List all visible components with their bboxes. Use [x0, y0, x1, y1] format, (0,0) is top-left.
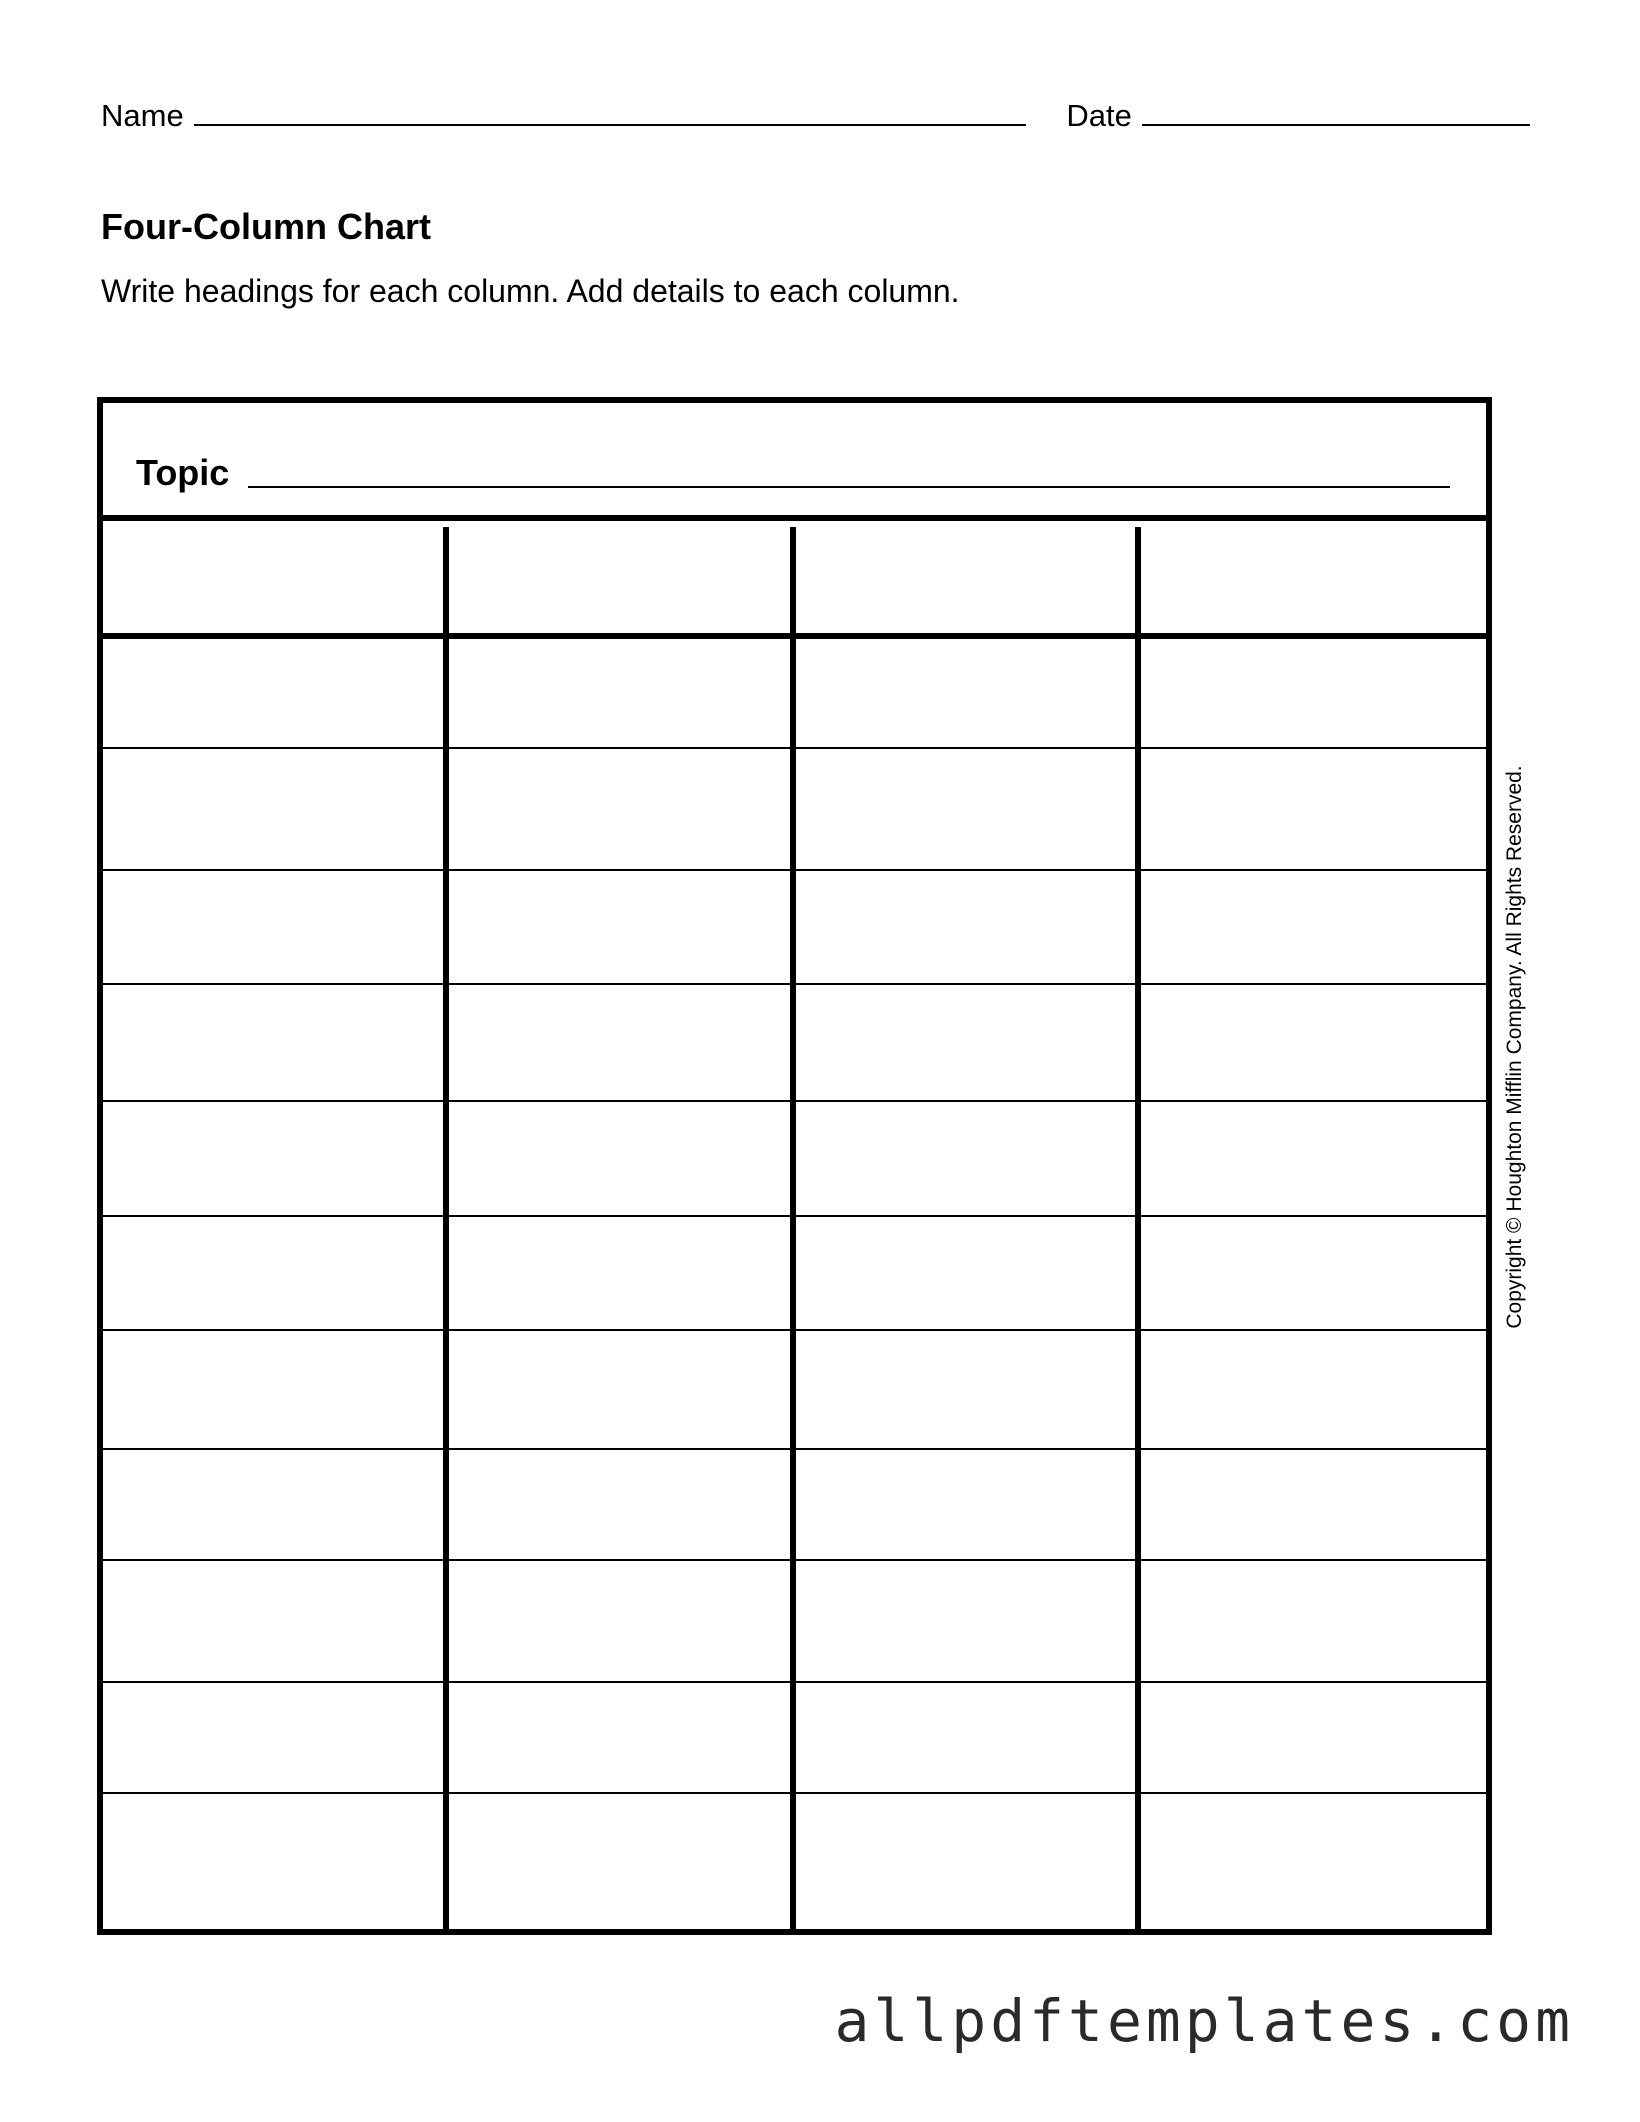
detail-cell[interactable] — [1141, 639, 1486, 747]
detail-cell[interactable] — [449, 1450, 790, 1559]
date-label: Date — [1066, 98, 1132, 133]
detail-cell[interactable] — [1141, 1217, 1486, 1329]
name-date-line — [101, 92, 1530, 136]
detail-cell[interactable] — [103, 871, 443, 983]
detail-cell[interactable] — [796, 1450, 1135, 1559]
detail-cell[interactable] — [796, 639, 1135, 747]
detail-cell[interactable] — [796, 1794, 1135, 1935]
detail-cell[interactable] — [103, 1102, 443, 1215]
detail-cell[interactable] — [796, 1683, 1135, 1792]
detail-cell[interactable] — [1141, 1102, 1486, 1215]
detail-cell[interactable] — [796, 1331, 1135, 1448]
detail-cell[interactable] — [103, 1450, 443, 1559]
detail-cell[interactable] — [1141, 1450, 1486, 1559]
detail-cell[interactable] — [796, 1217, 1135, 1329]
name-label: Name — [101, 98, 184, 133]
detail-cell[interactable] — [796, 1102, 1135, 1215]
detail-cell[interactable] — [103, 639, 443, 747]
name-field[interactable] — [194, 92, 1026, 126]
watermark: allpdftemplates.com — [834, 1987, 1574, 2055]
detail-cell[interactable] — [449, 1683, 790, 1792]
page-title: Four-Column Chart — [101, 206, 431, 247]
detail-cell[interactable] — [1141, 1561, 1486, 1681]
detail-cell[interactable] — [449, 1794, 790, 1935]
detail-cell[interactable] — [449, 985, 790, 1100]
column-heading-cell[interactable] — [449, 527, 790, 633]
detail-cell[interactable] — [449, 1102, 790, 1215]
four-column-chart — [97, 397, 1492, 1935]
date-field[interactable] — [1142, 92, 1530, 126]
detail-cell[interactable] — [449, 1331, 790, 1448]
detail-cell[interactable] — [449, 749, 790, 869]
detail-cell[interactable] — [103, 749, 443, 869]
detail-cell[interactable] — [103, 1331, 443, 1448]
detail-cell[interactable] — [796, 871, 1135, 983]
topic-field[interactable] — [248, 486, 1450, 488]
copyright-text: Copyright © Houghton Mifflin Company. All Rights Reserved. — [1503, 765, 1526, 1329]
topic-row — [103, 403, 1486, 521]
detail-cell[interactable] — [449, 1217, 790, 1329]
column-heading-cell[interactable] — [796, 527, 1135, 633]
detail-cell[interactable] — [103, 985, 443, 1100]
detail-cell[interactable] — [449, 871, 790, 983]
detail-cell[interactable] — [796, 749, 1135, 869]
detail-cell[interactable] — [1141, 1331, 1486, 1448]
detail-cell[interactable] — [1141, 749, 1486, 869]
detail-cell[interactable] — [103, 1683, 443, 1792]
instructions: Write headings for each column. Add details to each column. — [101, 273, 960, 309]
detail-cell[interactable] — [449, 639, 790, 747]
detail-cell[interactable] — [1141, 1683, 1486, 1792]
detail-cell[interactable] — [449, 1561, 790, 1681]
detail-cell[interactable] — [103, 1794, 443, 1935]
detail-cell[interactable] — [1141, 985, 1486, 1100]
detail-cell[interactable] — [796, 1561, 1135, 1681]
detail-cell[interactable] — [1141, 1794, 1486, 1935]
detail-cell[interactable] — [103, 1561, 443, 1681]
detail-cell[interactable] — [1141, 871, 1486, 983]
detail-cell[interactable] — [103, 1217, 443, 1329]
column-heading-cell[interactable] — [103, 527, 443, 633]
detail-cell[interactable] — [796, 985, 1135, 1100]
topic-label: Topic — [136, 452, 230, 493]
column-heading-cell[interactable] — [1141, 527, 1486, 633]
